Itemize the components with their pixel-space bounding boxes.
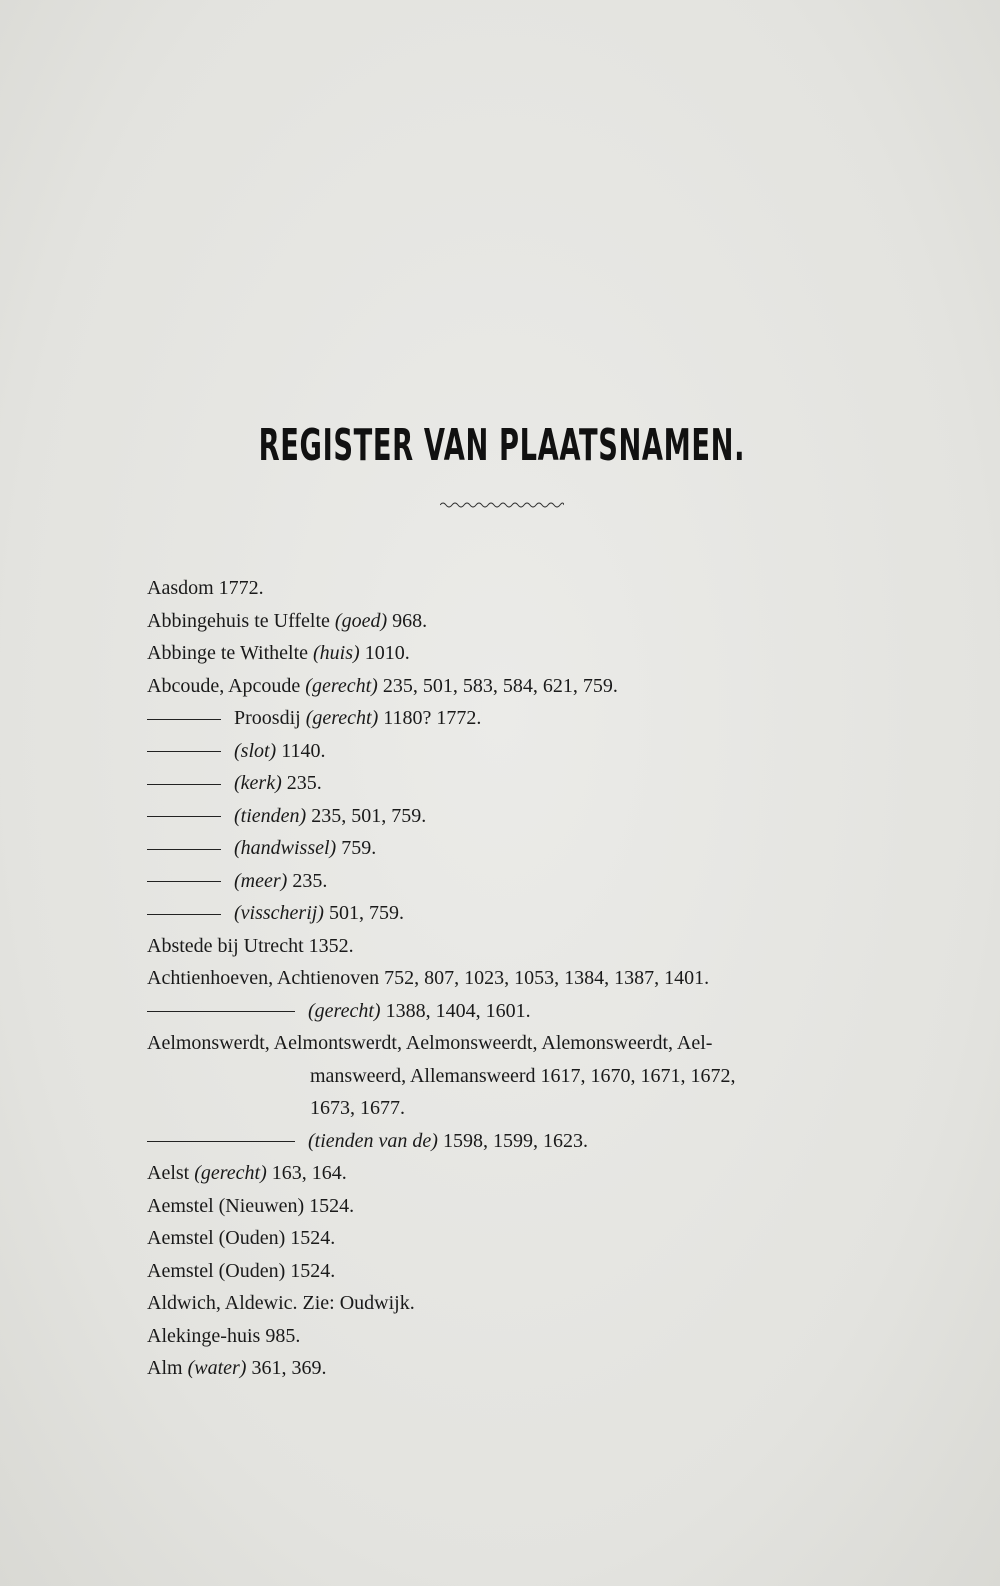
entry-refs: 968. xyxy=(392,609,428,632)
register-entry xyxy=(147,1287,877,1320)
entry-qualifier: (gerecht) xyxy=(308,999,381,1022)
entry-qualifier: (tienden van de) xyxy=(308,1129,438,1152)
register-entry xyxy=(147,1352,877,1385)
register-subentry xyxy=(147,1125,877,1158)
entry-name: Aemstel (Nieuwen) xyxy=(147,1194,305,1217)
ditto-dash xyxy=(147,719,221,720)
entry-refs: 235. xyxy=(292,869,328,892)
entry-name: Aelst xyxy=(147,1162,190,1184)
entry-refs: 759. xyxy=(341,837,377,859)
entry-refs: 361, 369. xyxy=(251,1357,327,1379)
entry-qualifier: (handwissel) xyxy=(234,837,337,859)
entry-name: Abcoude, Apcoude xyxy=(147,674,301,697)
register-entry xyxy=(147,1255,877,1288)
register-subentry xyxy=(147,800,877,833)
entry-qualifier: (slot) xyxy=(234,739,277,762)
register-entry-multiline xyxy=(147,1027,877,1125)
ditto-dash xyxy=(147,881,221,882)
entry-qualifier: (gerecht) xyxy=(305,674,378,697)
entry-qualifier: (water) xyxy=(187,1357,247,1379)
entry-qualifier: (gerecht) xyxy=(305,707,379,729)
entry-name: Alekinge-huis xyxy=(147,1324,261,1347)
entry-refs: 235, 501, 759. xyxy=(311,804,427,827)
register-entry xyxy=(147,1157,877,1190)
entry-refs: 1140. xyxy=(281,739,326,762)
entry-refs: 1388, 1404, 1601. xyxy=(385,999,531,1022)
register-entry xyxy=(147,605,877,638)
entry-refs: 235, 501, 583, 584, 621, 759. xyxy=(382,674,618,697)
entry-name: Proosdij xyxy=(234,707,301,729)
register-subentry xyxy=(147,767,877,800)
entry-qualifier: (gerecht) xyxy=(194,1162,267,1184)
entry-refs: 1598, 1599, 1623. xyxy=(442,1129,588,1152)
entry-name: Abbingehuis te Uffelte xyxy=(147,609,330,632)
entry-name: Aemstel (Ouden) xyxy=(147,1227,286,1249)
register-entry xyxy=(147,572,877,605)
entry-line-continued: 1673, 1677. xyxy=(310,1097,405,1119)
place-name-register xyxy=(147,572,877,1385)
ditto-dash xyxy=(147,1141,295,1142)
entry-qualifier: (tienden) xyxy=(234,804,307,827)
register-subentry xyxy=(147,865,877,898)
entry-name: Achtienhoeven, Achtienoven xyxy=(147,967,380,989)
entry-refs: 1772. xyxy=(218,577,264,599)
ditto-dash xyxy=(147,816,221,817)
register-subentry xyxy=(147,702,877,735)
register-entry xyxy=(147,962,877,995)
entry-name: Aasdom xyxy=(147,577,214,599)
register-entry xyxy=(147,930,877,963)
register-entry xyxy=(147,1222,877,1255)
ditto-dash xyxy=(147,849,221,850)
entry-refs: 235. xyxy=(286,772,322,794)
entry-refs: 501, 759. xyxy=(328,902,404,924)
register-subentry xyxy=(147,832,877,865)
entry-refs: 1180? 1772. xyxy=(383,707,482,729)
entry-refs: 163, 164. xyxy=(271,1162,347,1184)
entry-line-continued: mansweerd, Allemansweerd 1617, 1670, 1671, 1672, xyxy=(310,1064,736,1087)
register-entry xyxy=(147,1190,877,1223)
entry-name: Alm xyxy=(147,1357,183,1379)
register-subentry xyxy=(147,995,877,1028)
entry-refs: 1524. xyxy=(309,1194,355,1217)
entry-qualifier: (visscherij) xyxy=(234,902,324,924)
entry-qualifier: (kerk) xyxy=(234,772,282,794)
entry-name: Aemstel (Ouden) xyxy=(147,1259,286,1282)
entry-refs: 1010. xyxy=(364,642,410,664)
entry-name: Aldwich, Aldewic. Zie: Oudwijk. xyxy=(147,1292,415,1314)
entry-refs: 752, 807, 1023, 1053, 1384, 1387, 1401. xyxy=(384,967,710,989)
ditto-dash xyxy=(147,914,221,915)
ditto-dash xyxy=(147,784,221,785)
ditto-dash xyxy=(147,1011,295,1012)
entry-qualifier: (meer) xyxy=(234,869,288,892)
register-subentry xyxy=(147,735,877,768)
entry-refs: 985. xyxy=(265,1324,301,1347)
entry-name: Abbinge te Withelte xyxy=(147,642,309,664)
entry-line: Aelmonswerdt, Aelmontswerdt, Aelmonsweerdt, Alemonsweerdt, Ael- xyxy=(147,1032,713,1054)
register-entry xyxy=(147,637,877,670)
entry-refs: 1524. xyxy=(290,1259,336,1282)
register-subentry xyxy=(147,897,877,930)
entry-qualifier: (huis) xyxy=(313,642,360,664)
ditto-dash xyxy=(147,751,221,752)
entry-name: Abstede bij Utrecht xyxy=(147,934,304,957)
entry-refs: 1524. xyxy=(290,1227,336,1249)
register-entry xyxy=(147,1320,877,1353)
page-title: REGISTER VAN PLAATSNAMEN. xyxy=(258,420,746,471)
register-entry xyxy=(147,670,877,703)
title-ornament xyxy=(440,500,564,510)
entry-refs: 1352. xyxy=(308,934,354,957)
entry-qualifier: (goed) xyxy=(334,609,388,632)
